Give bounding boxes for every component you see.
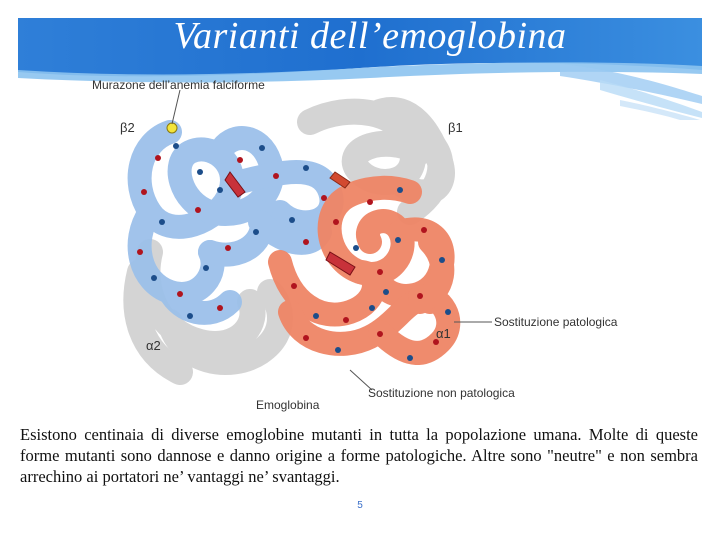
label-pathological-substitution: Sostituzione patologica [494,315,618,329]
sickle-mutation-marker [167,123,177,133]
label-non-pathological-substitution: Sostituzione non patologica [368,386,515,400]
label-hemoglobin: Emoglobina [256,398,320,412]
body-text [20,424,698,487]
page-number: 5 [357,500,363,511]
label-alpha1: α1 [436,326,451,341]
slide-title: Varianti dell’emoglobina [173,15,567,57]
label-beta2: β2 [120,120,135,135]
hemoglobin-structure-illustration [80,72,620,417]
hemoglobin-figure [80,72,620,417]
label-beta1: β1 [448,120,463,135]
body-paragraph: Esistono centinaia di diverse emoglobine mutanti in tutta la popolazione umana. Molte di queste forme mutanti sono dannose e danno origine a forme patologiche. Altre sono "neutre" e non sembra arrechino ai portatori ne’ vantaggi ne’ svantaggi. [20,425,698,486]
label-alpha2: α2 [146,338,161,353]
label-sickle-mutation: Murazone dell’anemia falciforme [92,78,265,92]
